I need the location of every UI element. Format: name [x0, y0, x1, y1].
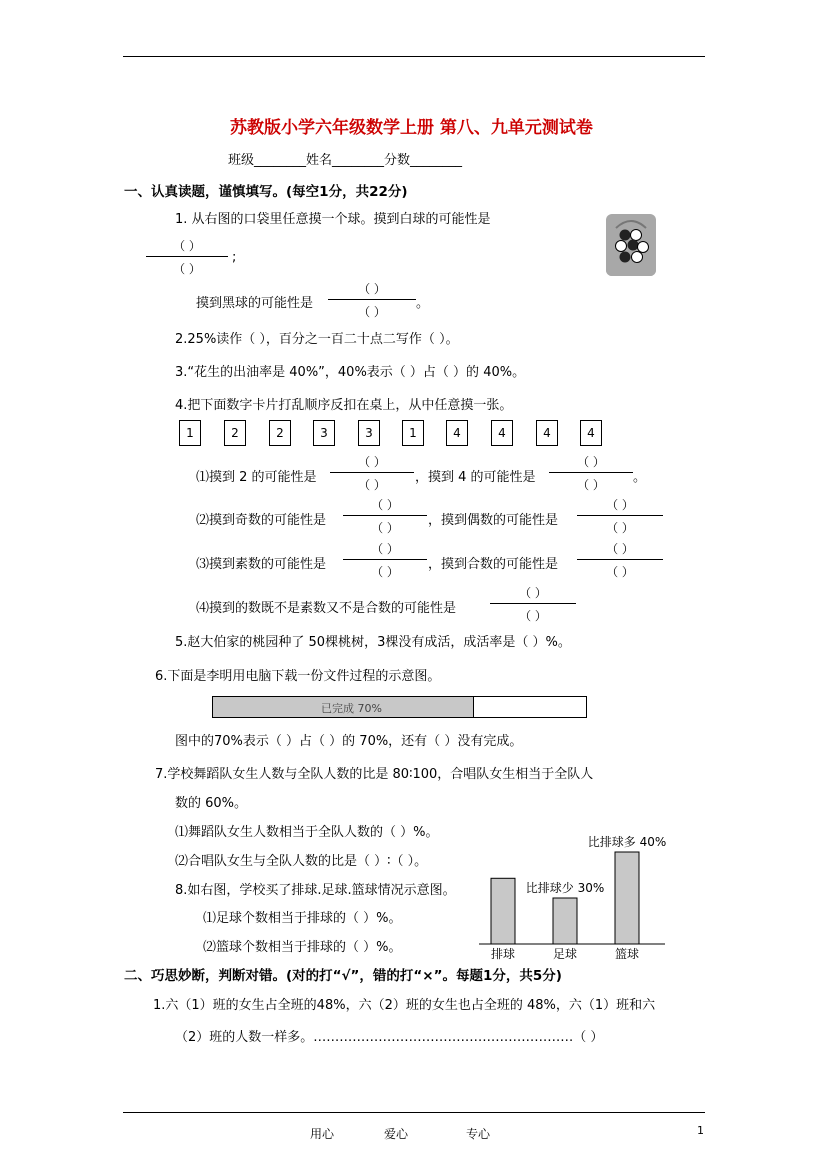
q4-sub3-b: ，摸到合数的可能性是 [428, 557, 559, 572]
category-label: 足球 [552, 947, 578, 961]
q4-sub3-a: ⑶摸到素数的可能性是 [196, 557, 327, 572]
annotation-label: 比排球少 30% [525, 881, 605, 895]
q1-end: 。 [416, 296, 430, 311]
footer-item: 专心 [466, 1127, 491, 1141]
fraction-denominator: （ ） [371, 521, 399, 535]
category-label: 排球 [490, 947, 516, 961]
fraction-numerator: （ ） [606, 542, 634, 556]
page-title: 苏教版小学六年级数学上册 第八、九单元测试卷 [230, 118, 593, 138]
q7-sub1: ⑴舞蹈队女生人数相当于全队人数的（ ）%。 [175, 825, 439, 840]
bar-volleyball [491, 878, 515, 944]
q7-line1: 7.学校舞蹈队女生人数与全队人数的比是 80∶100，合唱队女生相当于全队人 [155, 767, 594, 782]
q4-sub2-a: ⑵摸到奇数的可能性是 [196, 513, 327, 528]
fraction-denominator: （ ） [358, 478, 386, 492]
footer-item: 爱心 [384, 1127, 409, 1141]
q8-sub2: ⑵篮球个数相当于排球的（ ）%。 [203, 940, 402, 955]
q4-sub4-fraction [490, 584, 576, 624]
q8-sub1: ⑴足球个数相当于排球的（ ）%。 [203, 911, 402, 926]
q1-black-label: 摸到黑球的可能性是 [196, 296, 314, 311]
number-card: 4 [580, 420, 602, 446]
fraction-numerator: （ ） [371, 498, 399, 512]
s2-q1-line2: （2）班的人数一样多。……………………………………………………（ ） [175, 1030, 604, 1045]
q4-sub1-b: ，摸到 4 的可能性是 [415, 470, 536, 485]
q7-line2: 数的 60%。 [175, 796, 248, 811]
q4-sub1-end: 。 [633, 470, 647, 485]
footer-item: 用心 [310, 1127, 335, 1141]
q4-sub1-a: ⑴摸到 2 的可能性是 [196, 470, 317, 485]
footer-rule [123, 1112, 705, 1113]
fraction-bar [577, 515, 663, 516]
fraction-denominator: （ ） [358, 305, 386, 319]
fraction-numerator: （ ） [577, 455, 605, 469]
q4-sub3-fraction-a [343, 540, 427, 580]
fraction-bar [330, 472, 414, 473]
fraction-numerator: （ ） [519, 586, 547, 600]
q1-text: 1. 从右图的口袋里任意摸一个球。摸到白球的可能性是 [175, 212, 491, 227]
q4-sub2-fraction-b [577, 496, 663, 536]
fraction-denominator: （ ） [519, 609, 547, 623]
bar-basketball [615, 852, 639, 944]
q7-sub2: ⑵合唱队女生与全队人数的比是（ ）∶（ ）。 [175, 854, 428, 869]
fraction-bar [328, 299, 416, 300]
fraction-denominator: （ ） [173, 262, 201, 276]
q6-text: 6.下面是李明用电脑下载一份文件过程的示意图。 [155, 669, 441, 684]
s2-q1-line1: 1.六（1）班的女生占全班的48%，六（2）班的女生也占全班的 48%，六（1）班和六 [153, 998, 656, 1013]
bag-image [606, 214, 656, 276]
fraction-bar [549, 472, 633, 473]
fraction-bar [490, 603, 576, 604]
number-card: 4 [491, 420, 513, 446]
number-card: 2 [269, 420, 291, 446]
q4-text: 4.把下面数字卡片打乱顺序反扣在桌上，从中任意摸一张。 [175, 398, 513, 413]
q2-text: 2.25%读作（ ），百分之一百二十点二写作（ ）。 [175, 332, 459, 347]
fraction-numerator: （ ） [606, 498, 634, 512]
q8-text: 8.如右图，学校买了排球.足球.篮球情况示意图。 [175, 883, 456, 898]
q4-sub3-fraction-b [577, 540, 663, 580]
fraction-numerator: （ ） [358, 455, 386, 469]
fraction-numerator: （ ） [371, 542, 399, 556]
info-line: 班级________姓名________分数________ [228, 153, 463, 168]
q4-sub2-b: ，摸到偶数的可能性是 [428, 513, 559, 528]
q4-sub4-a: ⑷摸到的数既不是素数又不是合数的可能性是 [196, 601, 457, 616]
section2-heading: 二、巧思妙断，判断对错。(对的打“√”，错的打“×”。每题1分，共5分) [124, 968, 562, 984]
q4-sub2-fraction-a [343, 496, 427, 536]
q4-sub1-fraction-a [330, 453, 414, 493]
q1-white-fraction [146, 237, 228, 277]
category-label: 篮球 [614, 947, 640, 961]
annotation-label: 比排球多 40% [587, 835, 667, 849]
q3-text: 3.“花生的出油率是 40%”，40%表示（ ）占（ ）的 40%。 [175, 365, 526, 380]
number-card: 3 [313, 420, 335, 446]
fraction-numerator: （ ） [173, 239, 201, 253]
number-card: 3 [358, 420, 380, 446]
fraction-bar [577, 559, 663, 560]
page-number: 1 [697, 1124, 704, 1137]
fraction-bar [146, 256, 228, 257]
section1-heading: 一、认真读题，谨慎填写。(每空1分，共22分) [124, 184, 408, 200]
ball-bar-chart [475, 830, 685, 970]
fraction-denominator: （ ） [577, 478, 605, 492]
q1-black-fraction [328, 280, 416, 320]
fraction-bar [343, 559, 427, 560]
number-card: 2 [224, 420, 246, 446]
q6-line2: 图中的70%表示（ ）占（ ）的 70%，还有（ ）没有完成。 [175, 734, 523, 749]
download-progress-bar [212, 696, 587, 718]
fraction-denominator: （ ） [371, 565, 399, 579]
number-card: 4 [536, 420, 558, 446]
fraction-denominator: （ ） [606, 521, 634, 535]
number-card: 4 [446, 420, 468, 446]
progress-label: 已完成 70% [321, 702, 382, 715]
fraction-denominator: （ ） [606, 565, 634, 579]
fraction-numerator: （ ） [358, 282, 386, 296]
bar-football [553, 898, 577, 944]
number-card: 1 [402, 420, 424, 446]
number-card: 1 [179, 420, 201, 446]
q5-text: 5.赵大伯家的桃园种了 50棵桃树，3棵没有成活，成活率是（ ）%。 [175, 635, 571, 650]
q4-sub1-fraction-b [549, 453, 633, 493]
q1-semicolon: ; [232, 250, 237, 265]
header-rule [123, 56, 705, 57]
bag-balls-icon [606, 214, 656, 276]
fraction-bar [343, 515, 427, 516]
